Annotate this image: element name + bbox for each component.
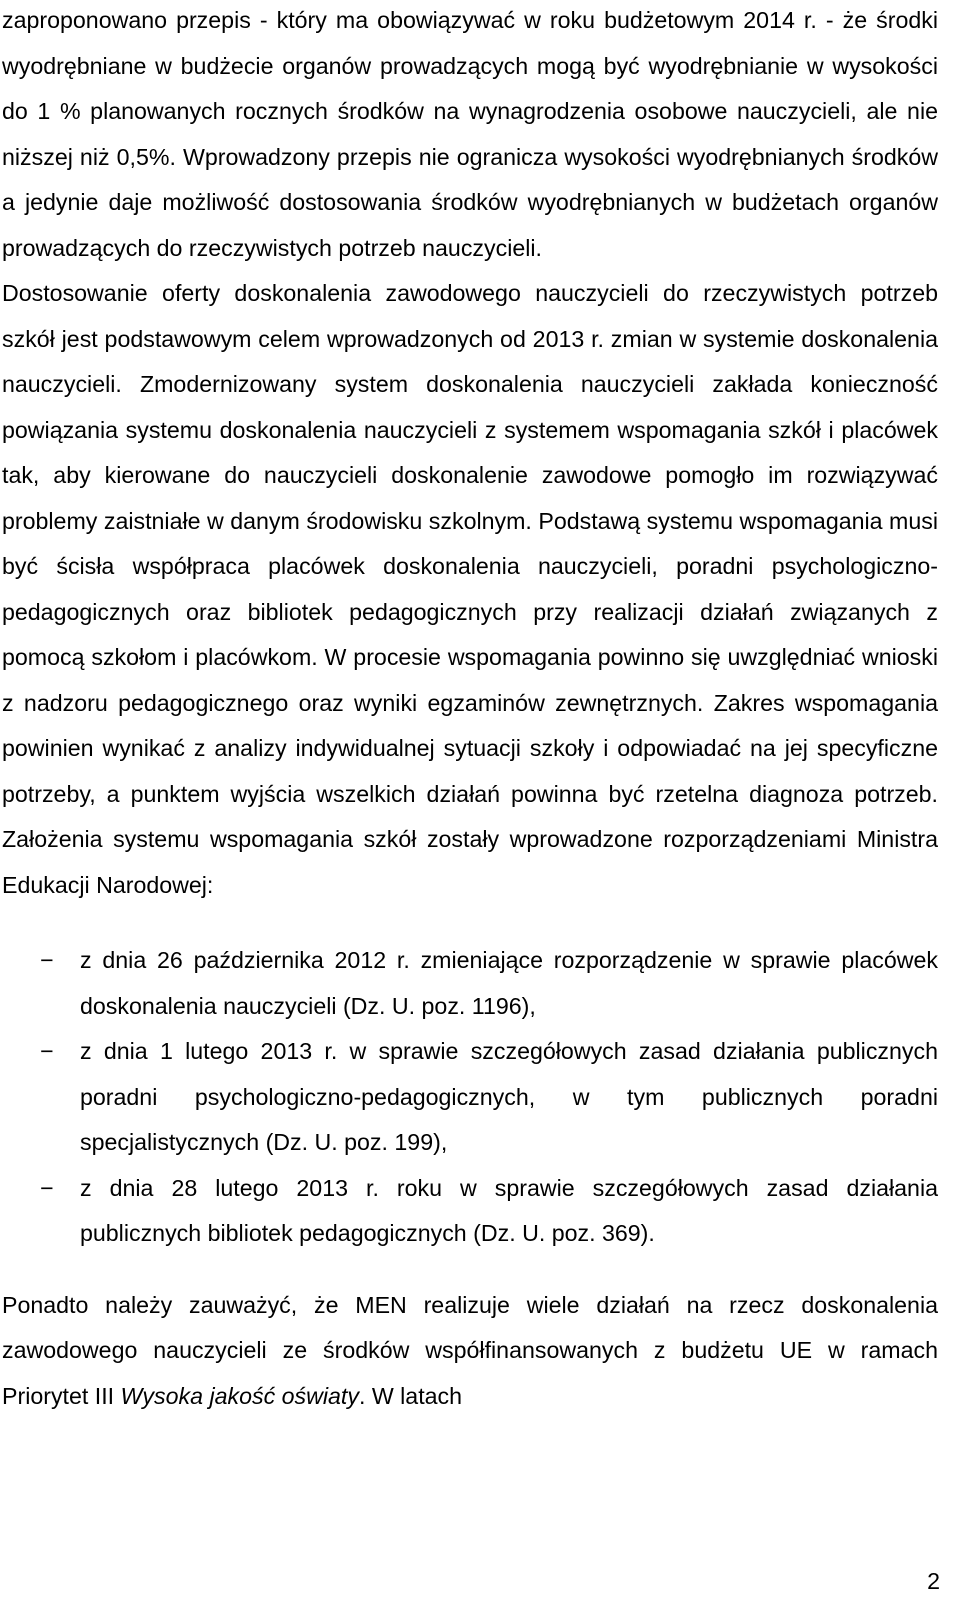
- closing-text-after: . W latach: [358, 1382, 463, 1409]
- list-item-text: z dnia 26 października 2012 r. zmieniające rozporządzenie w sprawie placówek doskonalenia nauczycieli (Dz. U. poz. 1196),: [80, 947, 938, 1019]
- paragraph-funding: zaproponowano przepis - który ma obowiązywać w roku budżetowym 2014 r. - że środki wyodrębniane w budżecie organów prowadzących mogą być wyodrębnianie w wysokości do 1 % planowanych rocznych środków na wynagrodzenia osobowe nauczycieli, ale nie niższej niż 0,5%. Wprowadzony przepis nie ogranicza wysokości wyodrębnianych środków a jedynie daje możliwość dostosowania środków wyodrębnianych w budżetach organów prowadzących do rzeczywistych potrzeb nauczycieli.: [2, 7, 938, 261]
- regulations-list: [2, 938, 938, 1257]
- dash-bullet: −: [40, 1038, 54, 1064]
- priority-name: Wysoka jakość oświaty: [120, 1382, 359, 1409]
- page-number: 2: [927, 1568, 940, 1594]
- list-item: [2, 1166, 938, 1257]
- list-item: [2, 938, 938, 1029]
- paragraph-support-system: Dostosowanie oferty doskonalenia zawodowego nauczycieli do rzeczywistych potrzeb szkół jest podstawowym celem wprowadzonych od 2013 r. zmian w systemie doskonalenia nauczycieli. Zmodernizowany system doskonalenia nauczycieli zakłada konieczność powiązania systemu doskonalenia nauczycieli z systemem wspomagania szkół i placówek tak, aby kierowane do nauczycieli doskonalenie zawodowe pomogło im rozwiązywać problemy zaistniałe w danym środowisku szkolnym. Podstawą systemu wspomagania musi być ścisła współpraca placówek doskonalenia nauczycieli, poradni psychologiczno-pedagogicznych oraz bibliotek pedagogicznych przy realizacji działań związanych z pomocą szkołom i placówkom. W procesie wspomagania powinno się uwzględniać wnioski z nadzoru pedagogicznego oraz wyniki egzaminów zewnętrznych. Zakres wspomagania powinien wynikać z analizy indywidualnej sytuacji szkoły i odpowiadać na jej specyficzne potrzeby, a punktem wyjścia wszelkich działań powinna być rzetelna diagnoza potrzeb. Założenia systemu wspomagania szkół zostały wprowadzone rozporządzeniami Ministra Edukacji Narodowej:: [2, 280, 938, 898]
- document-page: [2, 0, 938, 1419]
- list-item-text: z dnia 1 lutego 2013 r. w sprawie szczegółowych zasad działania publicznych poradni psychologiczno-pedagogicznych, w tym publicznych poradni specjalistycznych (Dz. U. poz. 199),: [80, 1038, 938, 1155]
- closing-text-before: Ponadto należy zauważyć, że MEN realizuje wiele działań na rzecz doskonalenia zawodowego nauczycieli ze środków współfinansowanych z budżetu UE w ramach Priorytet III: [2, 1291, 938, 1409]
- list-item: [2, 1029, 938, 1166]
- list-item-text: z dnia 28 lutego 2013 r. roku w sprawie szczegółowych zasad działania publicznych bibliotek pedagogicznych (Dz. U. poz. 369).: [80, 1174, 938, 1246]
- paragraph-eu-funding: [2, 1283, 938, 1420]
- dash-bullet: −: [40, 947, 54, 973]
- dash-bullet: −: [40, 1174, 54, 1201]
